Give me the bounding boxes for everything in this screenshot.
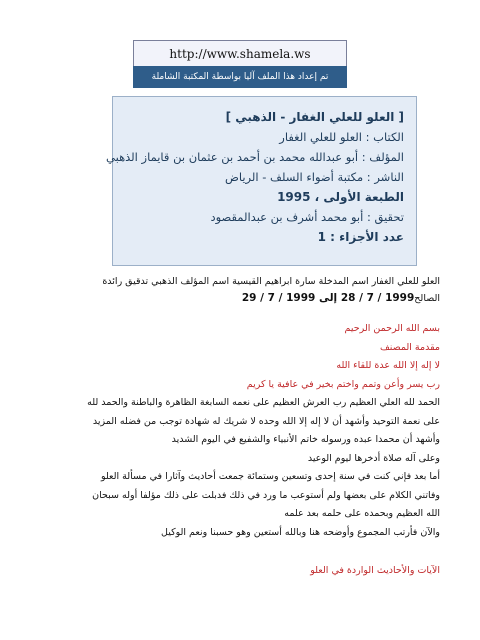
url-text[interactable]: http://www.shamela.ws [169, 47, 311, 61]
book-content [40, 320, 440, 581]
book-editor: تحقيق : أبو محمد أشرف بن عبدالمقصود [210, 210, 404, 224]
description-reviewer: الصالح [414, 293, 440, 304]
paragraph-line: وعلى آله صلاة أدخرها ليوم الوعيد [307, 452, 440, 464]
description-line-2 [40, 290, 440, 307]
paragraph-line: الله العظيم وبحمده على حلمه بعد علمه [284, 508, 440, 519]
book-info-box [106, 96, 417, 266]
intro-heading: مقدمة المصنف [379, 341, 440, 353]
basmala: بسم الله الرحمن الرحيم [344, 323, 440, 334]
paragraph-line: الحمد لله العلي العظيم رب العرش العظيم على نعمه السابغة الظاهرة والباطنة والحمد لله [87, 397, 440, 408]
paragraph-line: على نعمة التوحيد وأشهد أن لا إله إلا الله وحده لا شريك له شهادة توجب من فضله المزيد [92, 415, 440, 427]
paragraph-line: أما بعد فإني كنت في سنة إحدى وتسعين وستمائة جمعت أحاديث وآثارا في مسألة العلو [100, 471, 440, 482]
book-publisher: الناشر : مكتبة أضواء السلف - الرياض [224, 170, 404, 184]
description-dates: 1999 / 7 / 28 إلى 1999 / 7 / 29 [241, 292, 415, 304]
tahlil-line: لا إله إلا الله عدة للقاء الله [336, 360, 440, 371]
section-heading: الآيات والأحاديث الواردة في العلو [310, 565, 440, 576]
dua-line: رب يسر وأعن وتمم واختم بخير في عافية يا كريم [246, 378, 440, 390]
generated-banner [133, 66, 347, 88]
book-author: المؤلف : أبو عبدالله محمد بن أحمد بن عثمان بن قايماز الذهبي [106, 150, 404, 164]
description-line-1: العلو للعلي الغفار اسم المدخلة سارة ابراهيم القيسية اسم المؤلف الذهبي تدقيق رائدة [102, 276, 440, 287]
paragraph-line: والآن فأرتب المجموع وأوضحه هنا وبالله أستعين وهو حسبنا ونعم الوكيل [161, 526, 440, 538]
banner-text: تم إعداد هذا الملف آليا بواسطة المكتبة الشاملة [151, 72, 329, 82]
book-parts: عدد الأجزاء : 1 [317, 230, 404, 244]
entry-description [40, 273, 440, 307]
paragraph-line: وفاتني الكلام على بعضها ولم أستوعب ما ورد في ذلك فدبلت على ذلك مؤلفا أوله سبحان [92, 489, 440, 501]
url-box[interactable] [133, 40, 347, 68]
book-edition: الطبعة الأولى ، 1995 [277, 190, 404, 204]
paragraph-line: وأشهد أن محمدا عبده ورسوله خاتم الأنبياء والشفيع في اليوم الشديد [171, 434, 440, 445]
book-name: الكتاب : العلو للعلي الغفار [279, 130, 404, 144]
section-gap [40, 542, 440, 562]
book-title: [ العلو للعلي الغفار - الذهبي ] [225, 110, 404, 124]
